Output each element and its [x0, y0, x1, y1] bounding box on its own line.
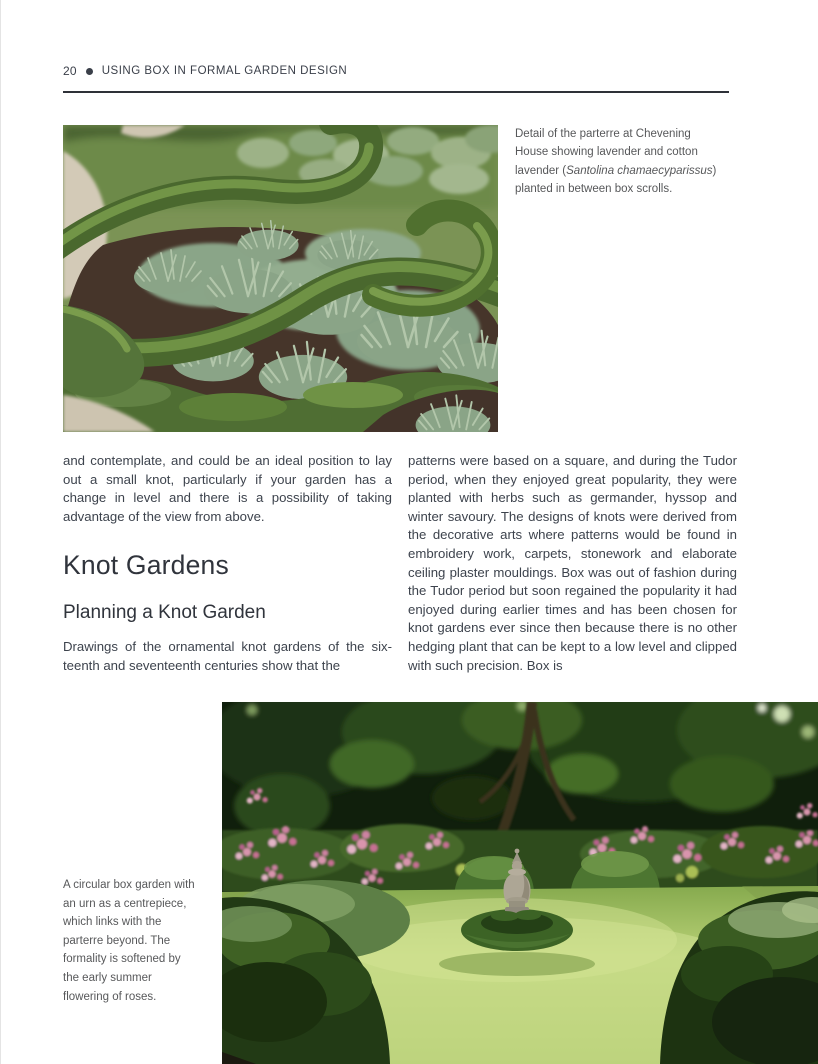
page-number: 20 [63, 64, 77, 78]
caption-line: lavender (Santolina chamaecyparissus) [515, 164, 717, 177]
caption-line: A circular box garden with [63, 879, 195, 891]
bullet-icon [86, 68, 93, 75]
subsection-heading: Planning a Knot Garden [63, 602, 266, 624]
text-column-left [63, 452, 392, 676]
circular-garden-caption [63, 876, 231, 1006]
caption-line: planted in between box scrolls. [515, 182, 673, 195]
parterre-photo [63, 125, 498, 432]
body-paragraph: Drawings of the ornamental knot gardens of the six-teenth and seventeenth centuries show that the [63, 639, 392, 673]
body-paragraph: and contemplate, and could be an ideal position to lay out a small knot, particularly if your garden has a change in level and there is a possibility of taking advantage of the view from above. [63, 453, 392, 524]
section-heading: Knot Gardens [63, 550, 229, 581]
caption-line: flowering of roses. [63, 990, 157, 1003]
text-column-right [408, 452, 737, 675]
caption-line: an urn as a centrepiece, [63, 897, 187, 910]
caption-line: formality is softened by [63, 953, 181, 966]
running-title: USING BOX IN FORMAL GARDEN DESIGN [101, 65, 348, 77]
caption-line: which links with the [63, 916, 162, 929]
body-paragraph: patterns were based on a square, and during the Tudor period, when they enjoyed great popularity, they were planted with herbs such as germander, hyssop and winter savoury. The designs of knots were derived from the decorative arts where patterns would be found in embroidery work, carpets, stonework and elaborate ceiling plaster mouldings. Box was out of fashion during the Tudor period but soon regained the popularity it had enjoyed during earlier times and has been chosen for knot gardens ever since then because there is no other hedging plant that can be kept to a low level and clipped with such precision. Box is [408, 453, 737, 673]
caption-line: Detail of the parterre at Chevening [515, 128, 691, 140]
page-header [63, 64, 347, 78]
caption-line: parterre beyond. The [63, 934, 171, 947]
circular-garden-photo [222, 702, 818, 1064]
caption-line: the early summer [63, 971, 152, 984]
parterre-caption [515, 125, 767, 198]
caption-line: House showing lavender and cotton [515, 146, 698, 159]
header-rule [63, 91, 729, 93]
